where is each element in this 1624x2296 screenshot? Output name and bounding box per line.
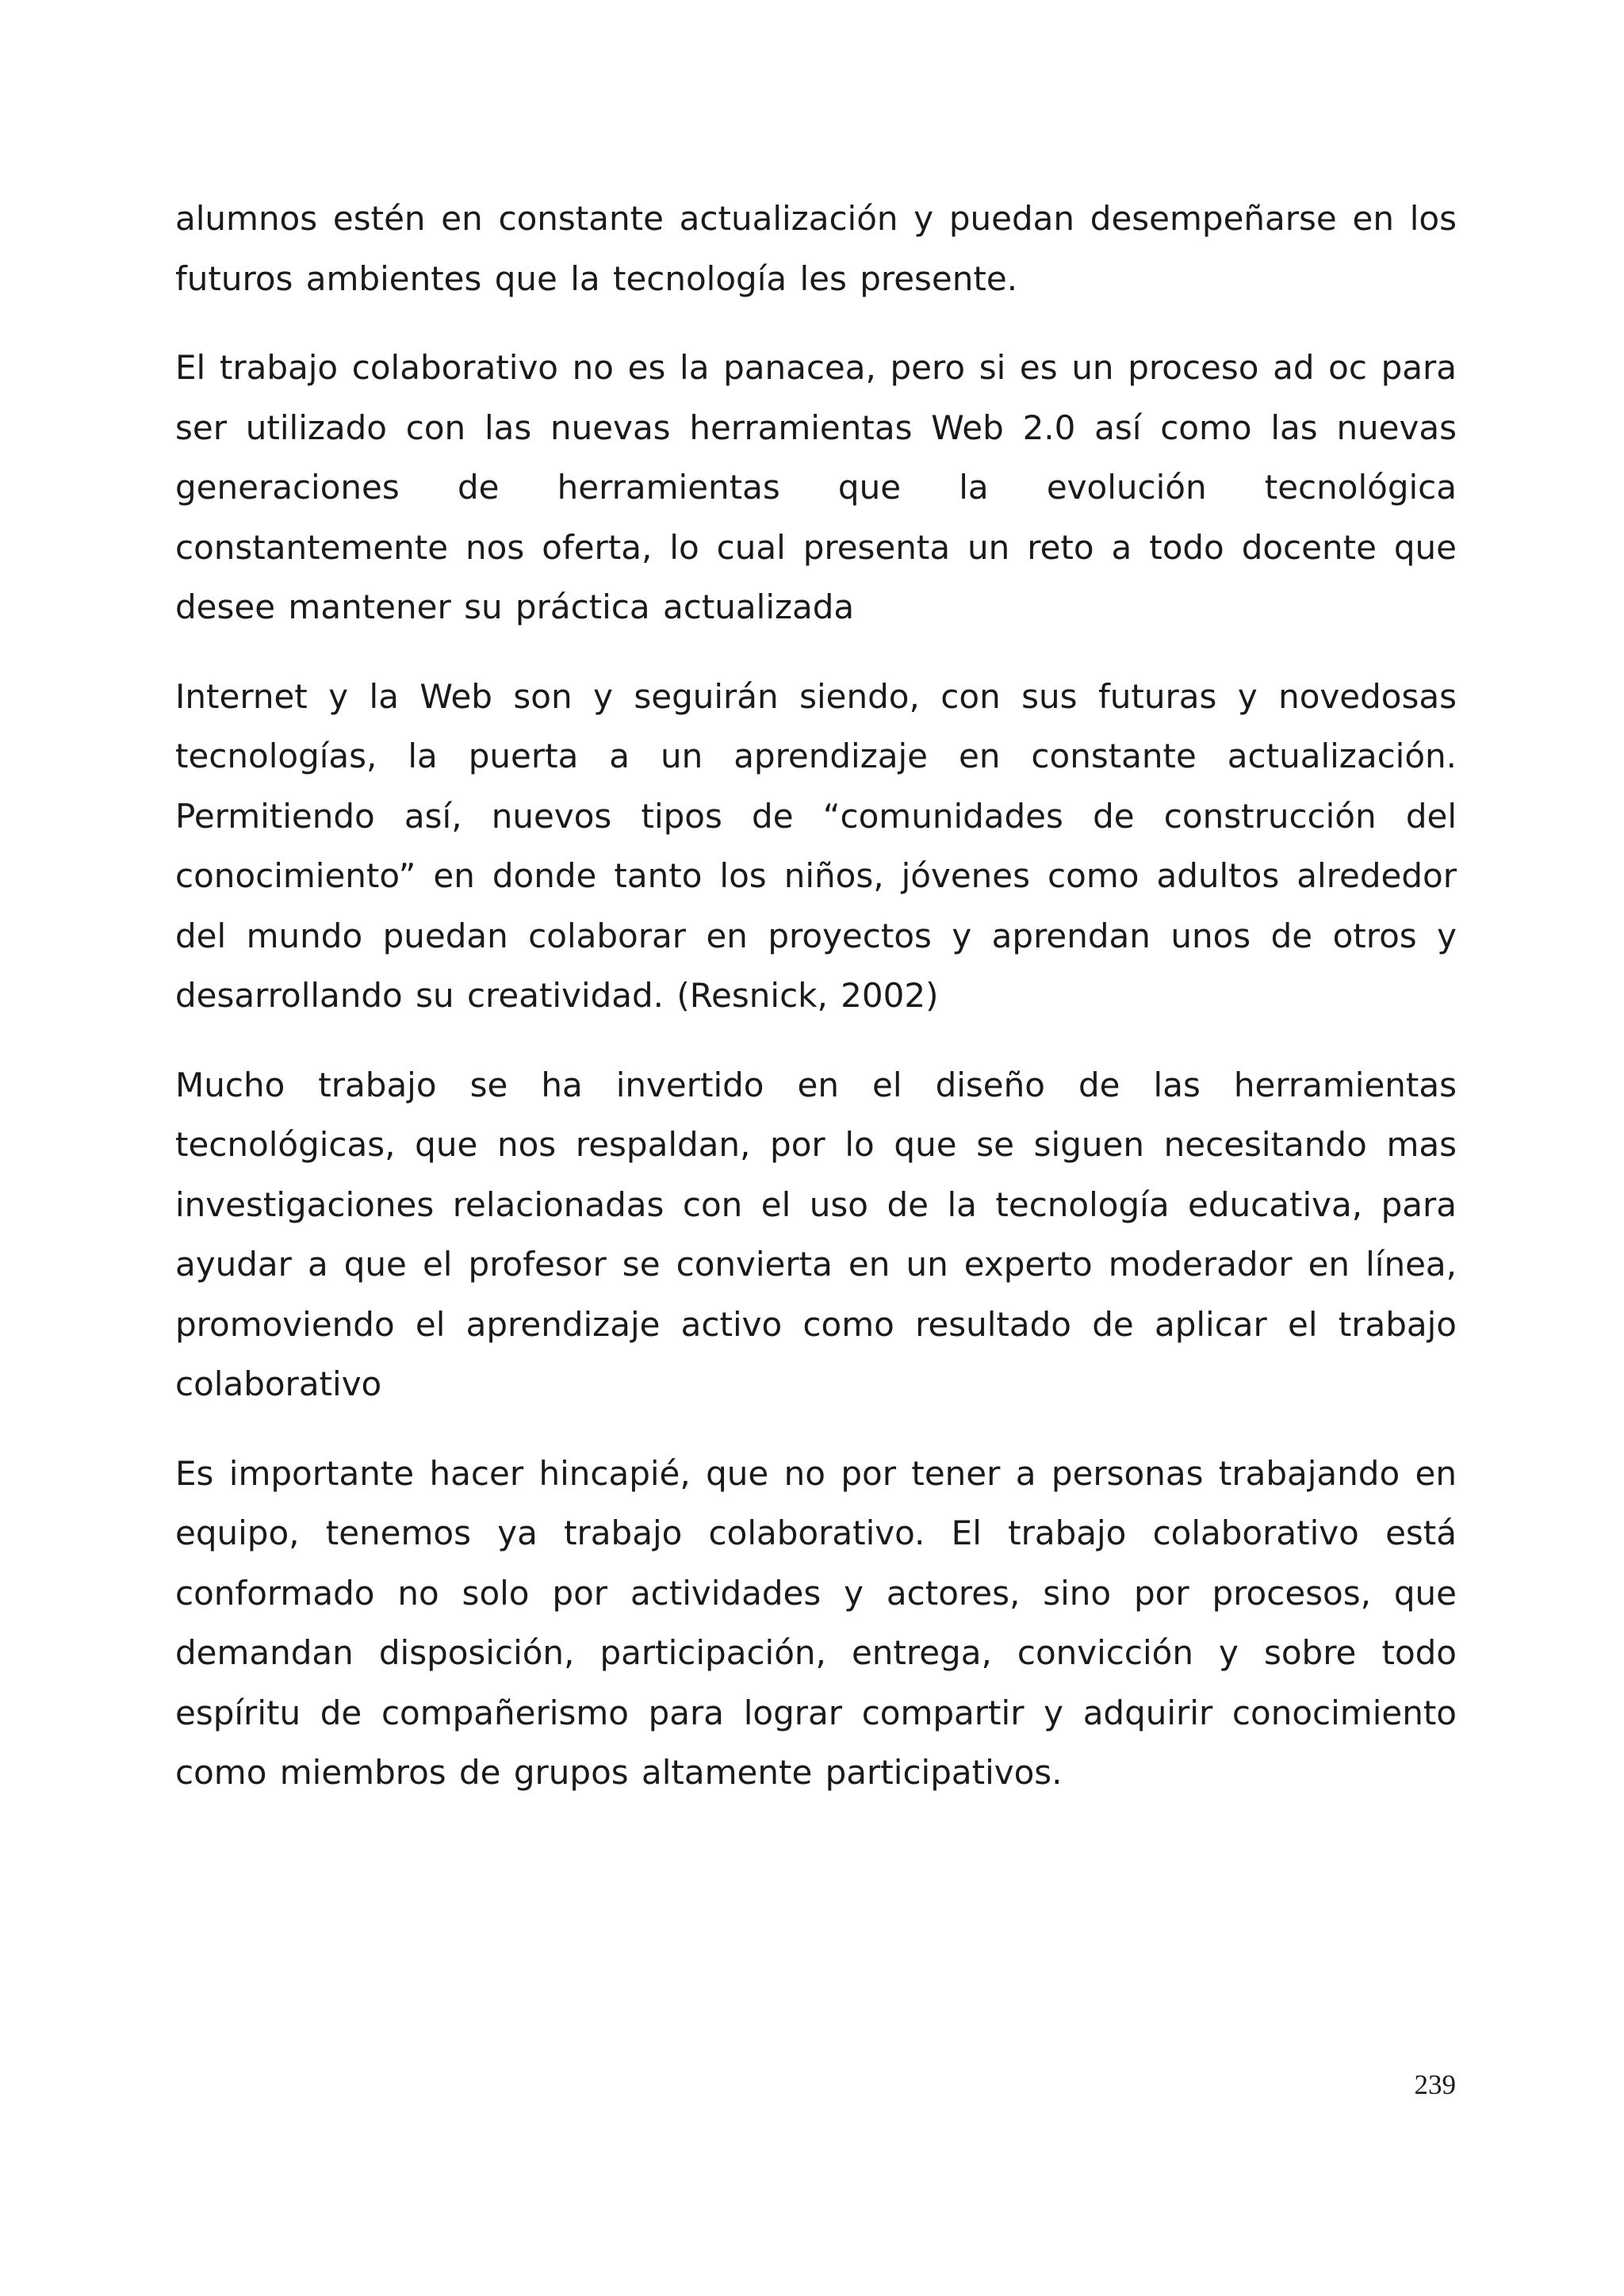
paragraph-4: Mucho trabajo se ha invertido en el diseño de las herramientas tecnológicas, que nos respaldan, por lo que se siguen necesitando mas investigaciones relacionadas con el uso de la tecnología educativa, para ayudar a que el profesor se convierta en un experto moderador en línea, promoviendo el aprendizaje activo como resultado de aplicar el trabajo colaborativo <box>175 1065 1457 1403</box>
paragraph-3: Internet y la Web son y seguirán siendo, con sus futuras y novedosas tecnologías, la puerta a un aprendizaje en constante actualización. Permitiendo así, nuevos tipos de “comunidades de construcción del conocimiento” en donde tanto los niños, jóvenes como adultos alrededor del mundo puedan colaborar en proyectos y aprendan unos de otros y desarrollando su creatividad. (Resnick, 2002) <box>175 676 1457 1015</box>
page-number: 239 <box>1414 2069 1456 2100</box>
paragraph-5: Es importante hacer hincapié, que no por tener a personas trabajando en equipo, tenemos ya trabajo colaborativo. El trabajo colaborativo está conformado no solo por actividades y actores, sino por procesos, que demandan disposición, participación, entrega, convicción y sobre todo espíritu de compañerismo para lograr compartir y adquirir conocimiento como miembros de grupos altamente participativos. <box>175 1453 1457 1792</box>
paragraph-1: alumnos estén en constante actualización y puedan desempeñarse en los futuros ambientes que la tecnología les presente. <box>175 199 1457 298</box>
paragraph-2: El trabajo colaborativo no es la panacea, pero si es un proceso ad oc para ser utilizado con las nuevas herramientas Web 2.0 así como las nuevas generaciones de herramientas que la evolución tecnológica constantemente nos oferta, lo cual presenta un reto a todo docente que desee mantener su práctica actualizada <box>175 348 1457 626</box>
body-text <box>175 189 1457 1832</box>
